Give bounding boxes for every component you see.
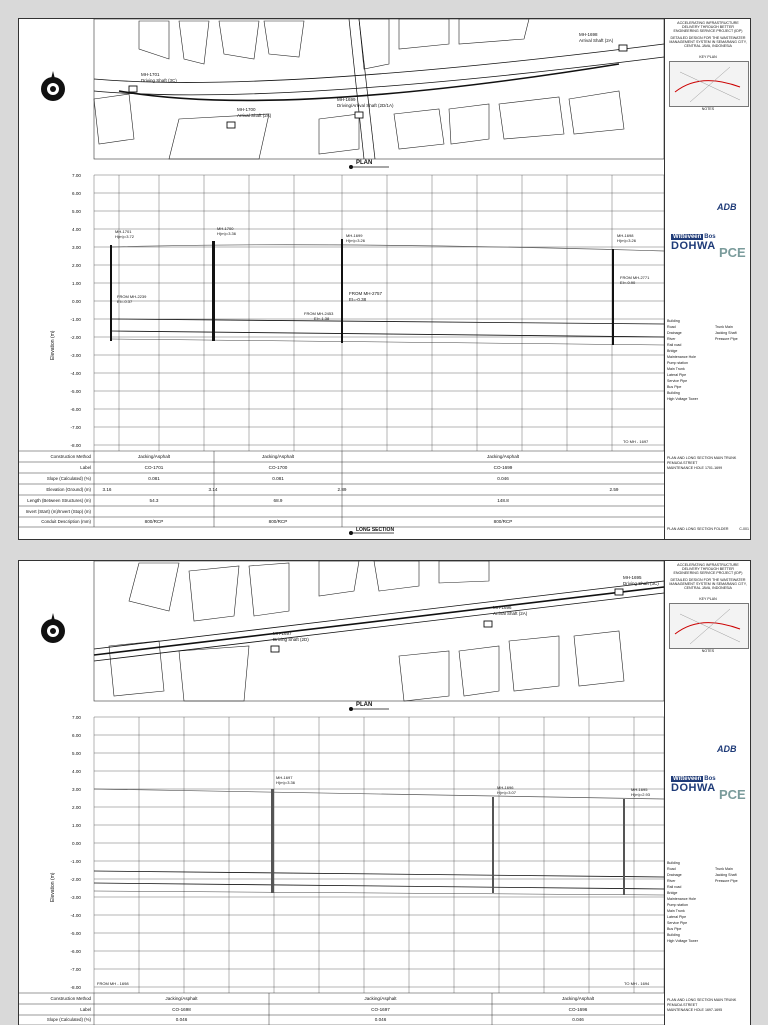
ground-elevation: 2.89 [337, 487, 347, 492]
y-tick: -6.00 [70, 407, 81, 412]
segment-method: Jacking/Asphalt [486, 454, 520, 459]
y-tick: 2.00 [72, 263, 81, 268]
y-axis-label: Elevation (m) [50, 872, 56, 902]
mh-annotation: H(m)=2.93 [631, 792, 651, 797]
segment-label: CO-1699 [493, 465, 513, 470]
y-tick: 4.00 [72, 227, 81, 232]
witteveen-wordmark: Witteveen [673, 234, 702, 240]
legend-item: Bridge [667, 891, 678, 895]
drawing-title: PEMUDA STREET [667, 1003, 698, 1007]
segment-conduit: 800/RCP [144, 519, 164, 524]
design-line: CENTRAL JAVA, INDONESIA [684, 586, 732, 590]
y-tick: -1.00 [70, 317, 81, 322]
drawing-title: MAINTENANCE HOLE 1697-1695 [667, 1008, 723, 1012]
row-label: Invert (Start) (m)/Invert (Stop) (m) [25, 509, 91, 514]
project-line: ENGINEERING SERVICE PROJECT (IDP) [673, 571, 743, 575]
row-label: Slope (Calculated) (%) [46, 1017, 91, 1022]
key-plan-map [669, 603, 749, 649]
y-tick: 5.00 [72, 751, 81, 756]
legend-item: Pressure Pipe [715, 337, 738, 341]
legend-item: Lateral Pipe [667, 915, 687, 919]
row-label: Label [80, 465, 91, 470]
legend-item: Road [667, 325, 676, 329]
legend-item: Building [667, 933, 680, 937]
mh-annotation: MH-1700 [217, 226, 234, 231]
north-arrow-icon [41, 613, 65, 643]
project-line: ACCELERATING INFRASTRUCTURE [677, 21, 739, 25]
pce-logo: PCE [719, 245, 746, 260]
pce-logo: PCE [719, 787, 746, 802]
plan-label: Arrival Shaft (2A) [237, 113, 272, 118]
y-tick: 3.00 [72, 245, 81, 250]
design-line: MANAGEMENT SYSTEM IN SEMARANG CITY, [669, 582, 747, 586]
legend-item: Road [667, 867, 676, 871]
legend-item: Rail road [667, 885, 682, 889]
legend-item: Pump station [667, 903, 688, 907]
segment-label: CO-1698 [172, 1007, 191, 1012]
legend-item: Main Trunk [667, 367, 685, 371]
keyplan-label: KEY PLAN [699, 55, 717, 59]
segment-label: CO-1697 [371, 1007, 390, 1012]
segment-label: CO-1696 [568, 1007, 588, 1012]
y-tick: 1.00 [72, 281, 81, 286]
legend-item: Rail road [667, 343, 682, 347]
y-tick: 7.00 [72, 173, 81, 178]
row-label: Length (Between Structures) (m) [27, 498, 91, 503]
section-title: LONG SECTION [356, 527, 395, 533]
drawing-title: PLAN AND LONG SECTION MAIN TRUNK [667, 456, 737, 460]
plan-label: Driving Shaft (3C) [141, 78, 177, 83]
design-line: DETAILED DESIGN FOR THE WASTEWATER [670, 36, 746, 40]
segment-length: 148.8 [497, 498, 509, 503]
witteveen-wordmark: Witteveen [673, 776, 702, 782]
row-label: Construction Method [50, 454, 91, 459]
project-line: ACCELERATING INFRASTRUCTURE [677, 563, 739, 567]
outflow-annotation: TO MH - 1697 [623, 439, 649, 444]
mh-annotation: H(m)=3.26 [617, 238, 637, 243]
segment-method: Jacking/Asphalt [261, 454, 295, 459]
segment-method: Jacking/Asphalt [364, 996, 397, 1001]
segment-length: 54.3 [149, 498, 159, 503]
project-line: ENGINEERING SERVICE PROJECT (IDP) [673, 29, 743, 33]
plan-label: MH-1697 [273, 631, 292, 636]
legend-item: Bus Pipe [667, 385, 682, 389]
bos-wordmark: Bos [704, 776, 716, 782]
north-arrow-icon [41, 71, 65, 101]
row-label: Slope (Calculated) (%) [46, 476, 91, 481]
segment-label: CO-1701 [144, 465, 164, 470]
y-axis-label: Elevation (m) [50, 330, 56, 360]
plan-label: MH-1698 [579, 32, 598, 37]
mh-annotation: H(m)=3.26 [346, 238, 366, 243]
key-plan-linework [670, 62, 748, 106]
legend-item: Pressure Pipe [715, 879, 738, 883]
y-tick: -6.00 [70, 949, 81, 954]
y-tick: -5.00 [70, 931, 81, 936]
legend-item: Jacking Shaft [715, 873, 737, 877]
drawing-title: PEMUDA STREET [667, 461, 698, 465]
plan-label: MH-1695 [623, 575, 642, 580]
y-tick: -5.00 [70, 389, 81, 394]
plan-label: Arrival Shaft (2A) [579, 38, 614, 43]
project-line: DELIVERY THROUGH BETTER [682, 567, 734, 571]
y-tick: -2.00 [70, 335, 81, 340]
y-tick: -3.00 [70, 353, 81, 358]
legend-item: Drainage [667, 331, 682, 335]
segment-slope: 0.046 [374, 1017, 387, 1022]
segment-slope: 0.081 [148, 476, 160, 481]
drawing-title: PLAN AND LONG SECTION MAIN TRUNK [667, 998, 737, 1002]
segment-label: CO-1700 [268, 465, 288, 470]
segment-slope: 0.046 [175, 1017, 188, 1022]
legend-item: Drainage [667, 873, 682, 877]
legend-item: Bridge [667, 349, 678, 353]
segment-conduit: 800/RCP [268, 519, 288, 524]
y-tick: -7.00 [70, 967, 81, 972]
inflow-annotation: EI=-1.38 [314, 316, 330, 321]
ground-elevation: 2.59 [609, 487, 619, 492]
inflow-annotation: FROM MH-2771 [620, 275, 650, 280]
plan-label: MH-1696 [493, 605, 512, 610]
row-label: Construction Method [50, 996, 91, 1001]
mh-annotation: MH-1698 [617, 233, 634, 238]
drawing-title: MAINTENANCE HOLE 1701-1699 [667, 466, 723, 470]
y-tick: 0.00 [72, 299, 81, 304]
legend-item: Bus Pipe [667, 927, 682, 931]
plan-label: Driving/Arrival Shaft (2D/1A) [337, 103, 394, 108]
y-tick: 3.00 [72, 787, 81, 792]
y-tick: 4.00 [72, 769, 81, 774]
dohwa-logo: DOHWA [671, 782, 716, 794]
y-tick: -2.00 [70, 877, 81, 882]
notes-label: NOTES [701, 649, 715, 653]
segment-method: Jacking/Asphalt [137, 454, 171, 459]
mh-annotation: H(m)=3.72 [115, 234, 135, 239]
legend-item: Jacking Shaft [715, 331, 737, 335]
key-plan-linework [670, 604, 748, 648]
plan-label: MH-1700 [237, 107, 256, 112]
y-tick: -8.00 [70, 985, 81, 990]
plan-label: Arrival Shaft (2A) [493, 611, 528, 616]
segment-method: Jacking/Asphalt [165, 996, 198, 1001]
row-label: Label [80, 1007, 91, 1012]
y-tick: 5.00 [72, 209, 81, 214]
legend-item: Maintenance Hole [667, 355, 696, 359]
mh-annotation: H(m)=3.36 [217, 231, 237, 236]
segment-slope: 0.046 [572, 1017, 584, 1022]
legend-item: Service Pipe [667, 921, 688, 925]
legend-item: Maintenance Hole [667, 897, 696, 901]
legend-item: Building [667, 861, 680, 865]
row-label: Conduit Description (mm) [41, 519, 91, 524]
segment-slope: 0.046 [497, 476, 509, 481]
segment-length: 68.9 [273, 498, 283, 503]
adb-logo: ADB [717, 202, 737, 212]
y-tick: -4.00 [70, 371, 81, 376]
plan-title: PLAN [356, 702, 373, 708]
legend-item: Building [667, 319, 680, 323]
legend-item: Pump station [667, 361, 688, 365]
adb-logo: ADB [717, 744, 737, 754]
legend-item: River [667, 879, 676, 883]
y-tick: 1.00 [72, 823, 81, 828]
dohwa-logo: DOHWA [671, 240, 716, 252]
sheet-name: PLAN AND LONG SECTION FOLDER [667, 527, 729, 531]
row-label: Elevation (Ground) (m) [46, 487, 91, 492]
legend-item: Service Pipe [667, 379, 688, 383]
y-tick: 2.00 [72, 805, 81, 810]
key-plan-map [669, 61, 749, 107]
design-line: DETAILED DESIGN FOR THE WASTEWATER [670, 578, 746, 582]
drawing-sheet-1 [18, 18, 751, 540]
mh-annotation: H(m)=3.07 [497, 790, 517, 795]
y-tick: -1.00 [70, 859, 81, 864]
legend-item: High Voltage Tower [667, 397, 698, 401]
ground-elevation: 3.14 [208, 487, 218, 492]
mh-annotation: MH-1696 [497, 785, 514, 790]
outflow-annotation: TO MH - 1694 [624, 981, 650, 986]
plan-label: MH-1699 [337, 97, 356, 102]
legend-item: Lateral Pipe [667, 373, 687, 377]
legend-item: Trunk Main [715, 325, 733, 329]
mh-annotation: MH-1695 [631, 787, 648, 792]
title-block [664, 19, 751, 539]
drawing-sheet-2 [18, 560, 751, 1025]
keyplan-label: KEY PLAN [699, 597, 717, 601]
sheet-number: C-001 [739, 527, 749, 531]
segment-conduit: 800/RCP [493, 519, 513, 524]
mh-annotation: MH-1699 [346, 233, 363, 238]
legend-item: Trunk Main [715, 867, 733, 871]
inflow-annotation: FROM MH-2757 [349, 291, 383, 296]
inflow-annotation: FROM MH-2453 [304, 311, 334, 316]
inflow-annotation: FROM MH - 1698 [97, 981, 129, 986]
plan-label: Driving Shaft (3C) [623, 581, 659, 586]
mh-annotation: MH-1701 [115, 229, 132, 234]
segment-slope: 0.081 [272, 476, 284, 481]
design-line: MANAGEMENT SYSTEM IN SEMARANG CITY, [669, 40, 747, 44]
notes-label: NOTES [701, 107, 715, 111]
y-tick: 6.00 [72, 191, 81, 196]
y-tick: -7.00 [70, 425, 81, 430]
legend-item: Main Trunk [667, 909, 685, 913]
legend-item: High Voltage Tower [667, 939, 698, 943]
legend-item: River [667, 337, 676, 341]
y-tick: 6.00 [72, 733, 81, 738]
y-tick: 0.00 [72, 841, 81, 846]
inflow-annotation: EI=-0.90 [620, 280, 636, 285]
y-tick: -8.00 [70, 443, 81, 448]
mh-annotation: MH-1697 [276, 775, 293, 780]
y-tick: -4.00 [70, 913, 81, 918]
plan-label: MH-1701 [141, 72, 160, 77]
ground-elevation: 3.16 [102, 487, 112, 492]
bos-wordmark: Bos [704, 234, 716, 240]
design-line: CENTRAL JAVA, INDONESIA [684, 44, 732, 48]
plan-label: Driving Shaft (2D) [273, 637, 309, 642]
plan-title: PLAN [356, 160, 373, 166]
y-tick: 7.00 [72, 715, 81, 720]
inflow-annotation: EI=-0.38 [349, 297, 367, 302]
legend-item: Building [667, 391, 680, 395]
inflow-annotation: FROM MH-2239 [117, 294, 147, 299]
y-tick: -3.00 [70, 895, 81, 900]
mh-annotation: H(m)=3.36 [276, 780, 296, 785]
inflow-annotation: EI=-0.37 [117, 299, 133, 304]
project-line: DELIVERY THROUGH BETTER [682, 25, 734, 29]
segment-method: Jacking/Asphalt [561, 996, 595, 1001]
